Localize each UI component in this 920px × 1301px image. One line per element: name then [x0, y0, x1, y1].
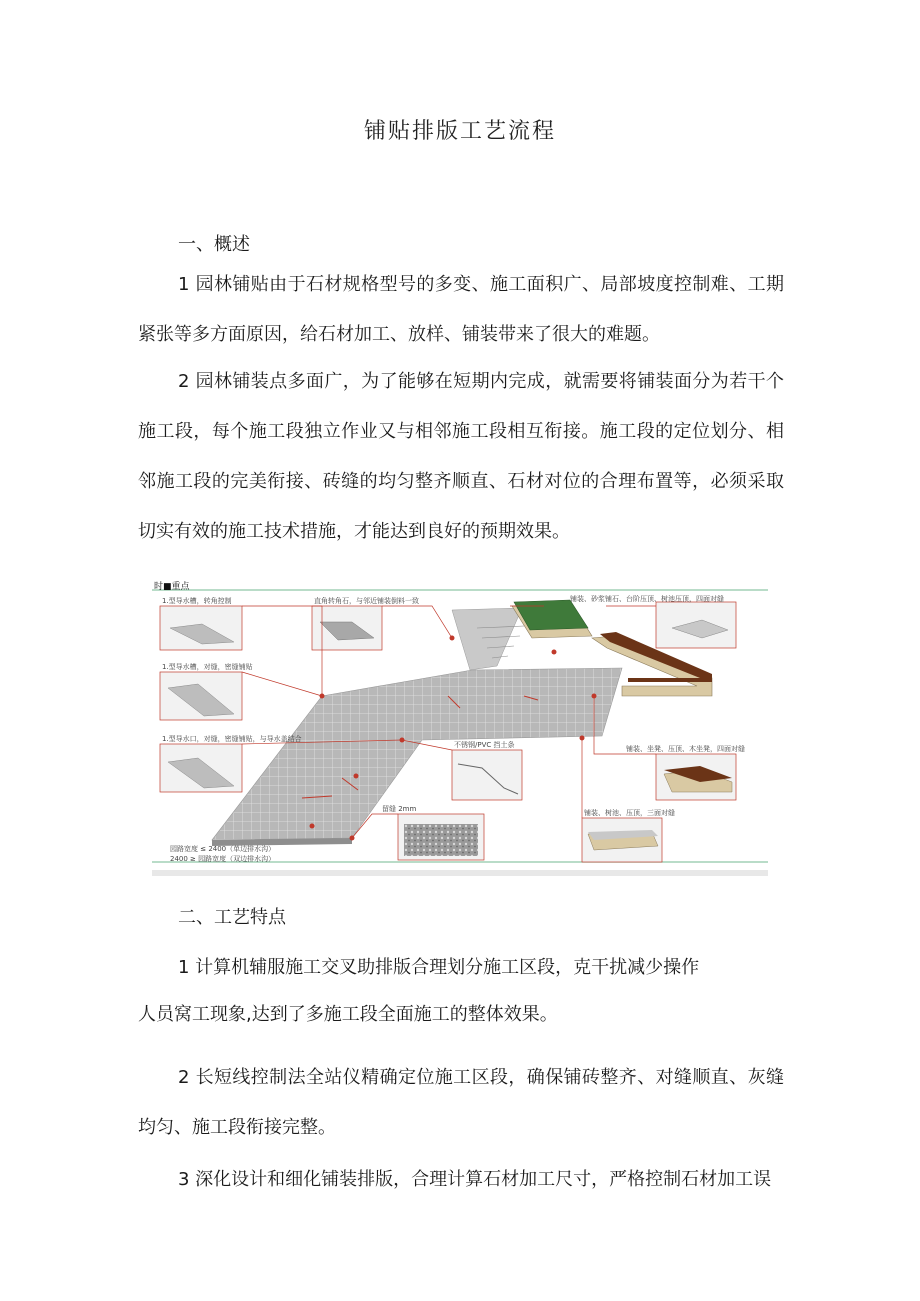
overview-paragraph-2: 2 园林铺装点多面广，为了能够在短期内完成，就需要将铺装面分为若干个施工段，每个施工段独立作业又与相邻施工段相互衔接。施工段的定位划分、相邻施工段的完美衔接、砖缝的均匀整齐顺直、石材对位的合理布置等，必须采取切实有效的施工技术措施，才能达到良好的预期效果。 — [138, 371, 784, 542]
section-heading-overview: 一、概述 — [178, 234, 250, 255]
stairs — [452, 608, 522, 670]
figure-label-10: 园路宽度 ≤ 2400（单边排水沟） — [170, 845, 276, 853]
figure-label-8: 留缝 2mm — [382, 805, 417, 813]
figure-title: 时■重点 — [154, 582, 190, 592]
figure-label-9: 铺装、树池、压顶，三面对缝 — [584, 809, 675, 817]
figure-label-1: 1.型导水槽，转角控制 — [162, 597, 232, 605]
figure-label-4: 1.型导水槽，对缝，密缝铺贴 — [162, 663, 253, 671]
figure-label-2: 直角转角石，与邻近铺装倒料一致 — [314, 597, 419, 605]
section-heading-features: 二、工艺特点 — [178, 907, 286, 928]
paving-diagram — [152, 578, 768, 878]
figure-shadow — [152, 870, 768, 876]
page-title: 铺贴排版工艺流程 — [363, 119, 556, 144]
feature-1-line-2: 人员窝工现象,达到了多施工段全面施工的整体效果。 — [138, 1004, 558, 1025]
figure-label-3: 铺装、砂浆铺石、台阶压顶、树池压顶，四面对缝 — [570, 595, 724, 603]
figure-label-11: 2400 ≥ 园路宽度（双边排水沟） — [170, 855, 276, 863]
figure-label-5: 1.型导水口，对缝，密缝铺贴，与导水盖结合 — [162, 735, 302, 743]
feature-2-paragraph: 2 长短线控制法全站仪精确定位施工区段，确保铺砖整齐、对缝顺直、灰缝均匀、施工段衔接完整。 — [138, 1067, 784, 1138]
figure-label-7: 铺装、坐凳、压顶、木坐凳，四面对缝 — [626, 745, 745, 753]
inset-6 — [452, 750, 522, 800]
overview-paragraph-1: 1 园林铺贴由于石材规格型号的多变、施工面积广、局部坡度控制难、工期紧张等多方面原因，给石材加工、放样、铺装带来了很大的难题。 — [138, 274, 784, 345]
figure-label-6: 不锈钢/PVC 挡土条 — [454, 741, 515, 749]
paving-layout-figure — [152, 578, 768, 878]
feature-1-line-1: 1 计算机辅服施工交叉助排版合理划分施工区段，克干扰减少操作 — [178, 957, 700, 978]
feature-3-line-1: 3 深化设计和细化铺装排版，合理计算石材加工尺寸，严格控制石材加工误 — [178, 1169, 772, 1190]
